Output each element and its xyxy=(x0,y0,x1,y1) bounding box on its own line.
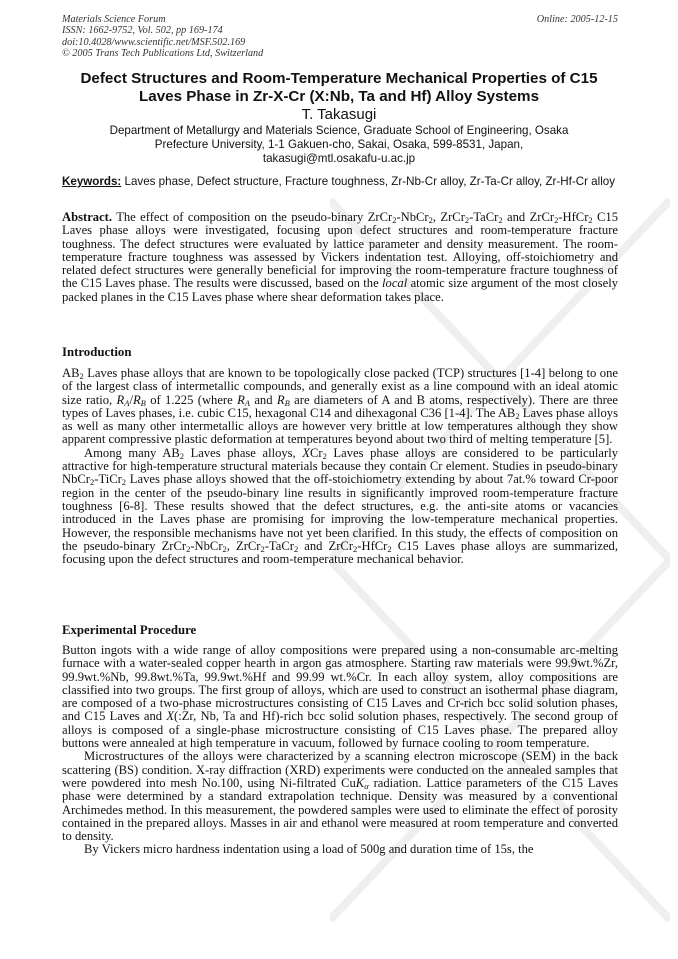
title-line-2: Laves Phase in Zr-X-Cr (X:Nb, Ta and Hf) Alloy Systems xyxy=(138,87,540,105)
copyright-line: © 2005 Trans Tech Publications Ltd, Switzerland xyxy=(62,48,264,60)
issn-line: ISSN: 1662-9752, Vol. 502, pp 169-174 xyxy=(62,25,223,37)
experimental-heading: Experimental Procedure xyxy=(62,623,197,637)
affiliation-line-1: Department of Metallurgy and Materials Science, Graduate School of Engineering, Osaka xyxy=(109,124,569,137)
intro-paragraph-1: $AB_2$ Laves phase alloys that are known to be topologically close packed (TCP) structures [1-4] belong to one of the largest class of intermetallic compounds, and generally exist as a line compound with an ideal atomic size ratio, $R_A/R_B$ of 1.225 (where $R_A$ and $R_B$ are diameters of A and B atoms, respectively). There are three types of Laves phases, i.e. cubic C15, hexagonal C14 and dihexagonal C36 [1-4]. The $AB_2$ Laves phase alloys as well as many other intermetallic alloys are however very brittle at low temperatures although they show apparent compressive plastic deformation at temperatures beyond about two third of melting temperature [5]. xyxy=(62,366,618,447)
affiliation-line-2: Prefecture University, 1-1 Gakuen-cho, Sakai, Osaka, 599-8531, Japan, xyxy=(154,137,524,151)
doi-line: doi:10.4028/www.scientific.net/MSF.502.169 xyxy=(62,36,246,48)
keywords-label: Keywords: xyxy=(62,175,122,188)
experimental-body xyxy=(62,644,618,857)
paper-title xyxy=(40,70,638,105)
title-line-1: Defect Structures and Room-Temperature Mechanical Properties of C15 xyxy=(80,70,598,87)
introduction-body xyxy=(62,367,618,566)
abstract: Abstract. The effect of composition on the pseudo-binary ZrCr$_2$-NbCr$_2$, ZrCr$_2$-TaCr$_2$ and ZrCr$_2$-HfCr$_2$ C15 Laves phase alloys were investigated, focusing upon defect structures and room-temperature fracture toughness. The defect structures were evaluated by lattice parameter and density measurement. The room-temperature fracture toughness was assessed by Vickers indentation test. Alloying, off-stoichiometry and related defect structures were generally beneficial for improving the room-temperature fracture toughness of the C15 Laves phase. The results were discussed, based on the local atomic size argument of the most closely packed planes in the C15 Laves phase where shear deformation takes place. xyxy=(62,210,619,304)
experimental-paragraph-2: Microstructures of the alloys were characterized by a scanning electron microscope (SEM) in the back scattering (BS) condition. X-ray diffraction (XRD) experiments were conducted on the annealed samples that were powdered into mesh No.100, using Ni-filtrated CuK$_\alpha$ radiation. Lattice parameters of the C15 Laves phase were determined by a standard extrapolation technique. Density was measured by a conventional Archimedes method. In this measurement, the powdered samples were used to eliminate the effect of porosity contained in the prepared alloys. Masses in air and ethanol were measured at room temperature and converted to density. xyxy=(62,749,618,844)
abstract-label: Abstract. xyxy=(62,210,113,224)
affiliation xyxy=(40,124,638,165)
journal-header xyxy=(62,14,618,60)
experimental-paragraph-3: By Vickers micro hardness indentation using a load of 500g and duration time of 15s, the xyxy=(84,842,534,857)
introduction-heading: Introduction xyxy=(62,345,132,359)
intro-paragraph-2: Among many $AB_2$ Laves phase alloys, XCr$_2$ Laves phase alloys are considered to be particularly attractive for high-temperature structural materials because they contain Cr element. Studies in pseudo-binary NbCr$_2$-TiCr$_2$ Laves phase alloys showed that the off-stoichiometry extending by about 7at.% toward Cr-poor region in the center of the pseudo-binary line results in significantly improved room-temperature fracture toughness [6-8]. These results showed that the defect structures, e.g. the anti-site atoms or vacancies introduced in the Laves phase are promising for improving the low-temperature mechanical properties. However, the responsible mechanisms have not yet been clarified. In this study, the effects of composition on the pseudo-binary ZrCr$_2$-NbCr$_2$, ZrCr$_2$-TaCr$_2$ and ZrCr$_2$-HfCr$_2$ C15 Laves phase alloys are summarized, focusing upon the defect structures and room-temperature mechanical behavior. xyxy=(62,445,618,567)
experimental-paragraph-1: Button ingots with a wide range of alloy compositions were prepared using a non-consumable arc-melting furnace with a water-sealed copper hearth in argon gas atmosphere. Starting raw materials were 99.9wt.%Zr, 99.9wt.%Nb, 99.8wt.%Ta, 99.9wt.%Hf and 99.99 wt.%Cr. In each alloy system, alloy compositions are classified into two groups. The first group of alloys, which are used to construct an isothermal phase diagram, are composed of a two-phase microstructures consisting of C15 Laves and Cr-rich bcc solid solution phases, and C15 Laves and X(:Zr, Nb, Ta and Hf)-rich bcc solid solution phases, respectively. The second group of alloys is composed of a single-phase microstructure consisting of C15 Laves phase. The prepared alloy buttons were annealed at high temperature in vacuum, followed by furnace cooling to room temperature. xyxy=(62,643,619,751)
author-email: takasugi@mtl.osakafu-u.ac.jp xyxy=(262,151,416,165)
keywords-text: Laves phase, Defect structure, Fracture toughness, Zr-Nb-Cr alloy, Zr-Ta-Cr alloy, Zr-Hf-Cr alloy xyxy=(124,175,616,188)
online-date: Online: 2005-12-15 xyxy=(536,14,618,25)
keywords xyxy=(62,176,618,189)
author-name: T. Takasugi xyxy=(301,106,377,123)
journal-name: Materials Science Forum xyxy=(62,14,166,25)
